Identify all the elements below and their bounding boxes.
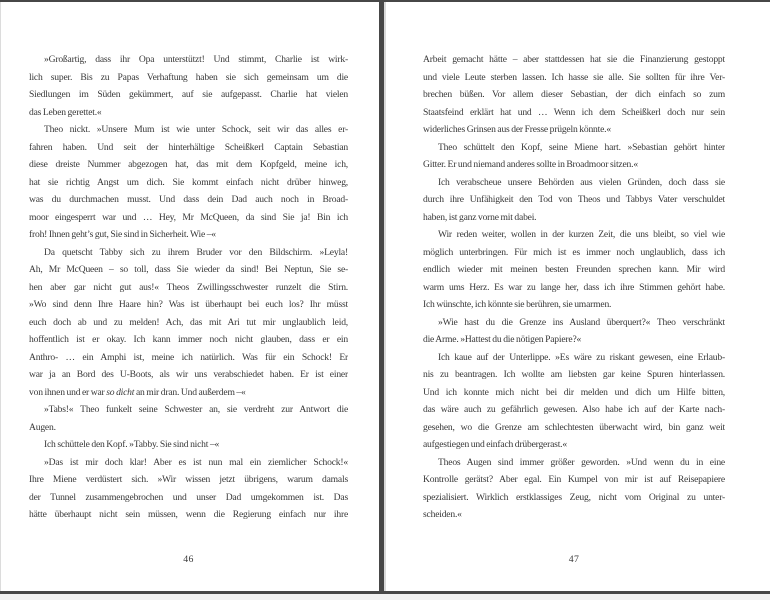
text-line: Ich kaue auf der Unterlippe. »Es wäre zu riskant gewesen, eine Erlaub- bbox=[438, 351, 725, 363]
text-line: von ihnen und er war so dicht an mir dran. Und außerdem –« bbox=[29, 386, 246, 398]
text-line: möglich unterbringen. Für mich ist es immer noch unglaublich, dass ich bbox=[423, 246, 725, 258]
text-line: nis zu beantragen. Ich wollte am liebsten gar keine Spuren hinterlassen. bbox=[423, 369, 725, 380]
text-line: widerliches Grinsen aus der Fresse prügeln könnte.« bbox=[423, 124, 611, 135]
text-line: Arbeit gemacht hätte – aber stattdessen hat sie die Finanzierung gestoppt bbox=[423, 54, 725, 65]
text-line: hen aber gar nicht gut aus!« Theos Zwillingsschwester runzelt die Stirn. bbox=[29, 281, 348, 293]
text-line: lich super. Bis zu Papas Verhaftung haben sie sich gemeinsam um die bbox=[29, 71, 348, 83]
text-line: aufgestiegen und einfach drübergerast.« bbox=[423, 439, 567, 450]
text-line: »Wo sind denn Ihre Haare hin? Was ist überhaupt bei euch los? Ihr müsst bbox=[29, 299, 348, 310]
text-line: gesehen, wo die Grenze am schlechtesten überwacht wird, bin ganz weit bbox=[423, 421, 725, 433]
text-line: Und ich konnte mich nicht bei dir melden und dich um Hilfe bitten, bbox=[423, 386, 725, 398]
text-line: Kontrolle gerätst? Aber egal. Ein Kumpel von mir ist auf Reisepapiere bbox=[423, 474, 725, 485]
text-line: war ja an Bord des U-Boots, als wir uns verabschiedet haben. Er ist einer bbox=[29, 369, 348, 380]
text-line: was du durchmachen musst. Und dass dein Dad auch noch in Broad- bbox=[29, 194, 348, 205]
text-line: Ich verabscheue unsere Behörden aus vielen Gründen, doch dass sie bbox=[438, 176, 725, 188]
text-line: scheiden.« bbox=[423, 509, 462, 520]
text-line: Staatsfeind erklärt hat und … Wenn ich dem Scheißkerl doch nur sein bbox=[423, 106, 725, 118]
text-line: »Großartig, dass ihr Opa unterstützt! Und stimmt, Charlie ist wirk- bbox=[44, 54, 348, 65]
text-line: Ihre Miene verdüstert sich. »Wir wissen jetzt übrigens, warum damals bbox=[29, 474, 348, 485]
text-line: diese dreiste Nummer abgezogen hat, das mit dem Kopfgeld, meine ich, bbox=[29, 159, 348, 170]
text-line: moor eingesperrt war und … Hey, Mr McQueen, da sind Sie ja! Bin ich bbox=[29, 211, 348, 223]
text-line: spezialisiert. Wirklich erstklassiges Zeug, nicht vom Original zu unter- bbox=[423, 491, 725, 503]
spread-bottom-margin bbox=[0, 594, 770, 600]
text-line: durch ihre Unfähigkeit den Tod von Theos und Tabbys Vater verschuldet bbox=[423, 194, 725, 205]
text-line: »Wie hast du die Grenze ins Ausland überquert?« Theo verschränkt bbox=[438, 316, 725, 328]
text-line: fahren haben. Und seit der hinterhältige Scheißkerl Captain Sebastian bbox=[29, 141, 348, 153]
text-line: Ich schüttele den Kopf. »Tabby. Sie sind nicht –« bbox=[44, 439, 220, 450]
text-line: Theo schüttelt den Kopf, seine Miene hart. »Sebastian gehört hinter bbox=[438, 141, 725, 153]
book-page-right bbox=[386, 2, 770, 591]
text-line: hat sie richtig Angst um dich. Sie kommt einfach nicht drüber hinweg, bbox=[29, 176, 348, 188]
page-left-text bbox=[29, 51, 348, 524]
text-line: Theos Augen sind immer größer geworden. »Und wenn du in eine bbox=[438, 456, 725, 468]
text-line: hätte überhaupt nicht sein müssen, wenn die Regierung einfach nur ihre bbox=[29, 509, 348, 520]
text-line: hoffentlich ist er okay. Ich kann immer noch nicht glauben, dass er ein bbox=[29, 334, 348, 345]
page-pair bbox=[0, 2, 770, 591]
text-line: Wir reden weiter, wollen in der kurzen Zeit, die uns bleibt, so viel wie bbox=[438, 229, 725, 240]
page-number-right: 47 bbox=[568, 553, 580, 565]
page-right-text bbox=[423, 51, 725, 524]
text-line: brechen büßen. Vor allem dieser Sebastian, der dich einfach so zum bbox=[423, 89, 725, 100]
text-line: der Tunnel zusammengebrochen und unser Dad umgekommen ist. Das bbox=[29, 491, 348, 503]
text-line: Ah, Mr McQueen – so toll, dass Sie wieder da sind! Bei Neptun, Sie se- bbox=[29, 264, 348, 275]
page-gutter-divider bbox=[379, 2, 386, 591]
text-line: und viele Leute sterben lassen. Ich hasse sie alle. Sie sollten für ihre Ver- bbox=[423, 71, 725, 83]
text-line: Ich wünschte, ich könnte sie berühren, sie umarmen. bbox=[423, 299, 612, 310]
text-line: Da quetscht Tabby sich zu ihrem Bruder vor den Bildschirm. »Leyla! bbox=[44, 246, 348, 258]
text-line: warm ums Herz. Es war zu lange her, dass ich ihre Stimmen gehört habe. bbox=[423, 281, 725, 293]
text-line: Augen. bbox=[29, 421, 56, 433]
text-line: Anthro- … ein Amphi ist, meine ich natürlich. Was für ein Schock! Er bbox=[29, 351, 348, 363]
book-page-left bbox=[0, 2, 379, 591]
text-line: froh! Ihnen geht’s gut, Sie sind in Sicherheit. Wie –« bbox=[29, 229, 216, 240]
text-line: Siedlungen im Süden gekümmert, auf sie aufgepasst. Charlie hat vielen bbox=[29, 89, 348, 100]
text-line: die Arme. »Hattest du die nötigen Papiere?« bbox=[423, 334, 582, 345]
text-line: Theo nickt. »Unsere Mum ist wie unter Schock, seit wir das alles er- bbox=[44, 124, 348, 135]
text-line: Gitter. Er und niemand anderes sollte in Broadmoor sitzen.« bbox=[423, 159, 638, 170]
text-line: das Leben gerettet.« bbox=[29, 106, 102, 118]
text-line: »Tabs!« Theo funkelt seine Schwester an, sie verdreht zur Antwort die bbox=[44, 404, 348, 415]
text-line: euch doch ab und zu melden! Ach, das mit Ari tut mir unglaublich leid, bbox=[29, 316, 348, 328]
text-line: haben, ist ganz vorne mit dabei. bbox=[423, 211, 537, 223]
page-number-left: 46 bbox=[183, 553, 194, 565]
text-line: das wäre auch zu gefährlich gewesen. Also habe ich auf der Karte nach- bbox=[423, 404, 725, 415]
text-line: endlich wieder mit meinen besten Freunden sprechen kann. Mir wird bbox=[423, 264, 725, 275]
text-line: »Das ist mir doch klar! Aber es ist nun mal ein ziemlicher Schock!« bbox=[44, 456, 348, 468]
